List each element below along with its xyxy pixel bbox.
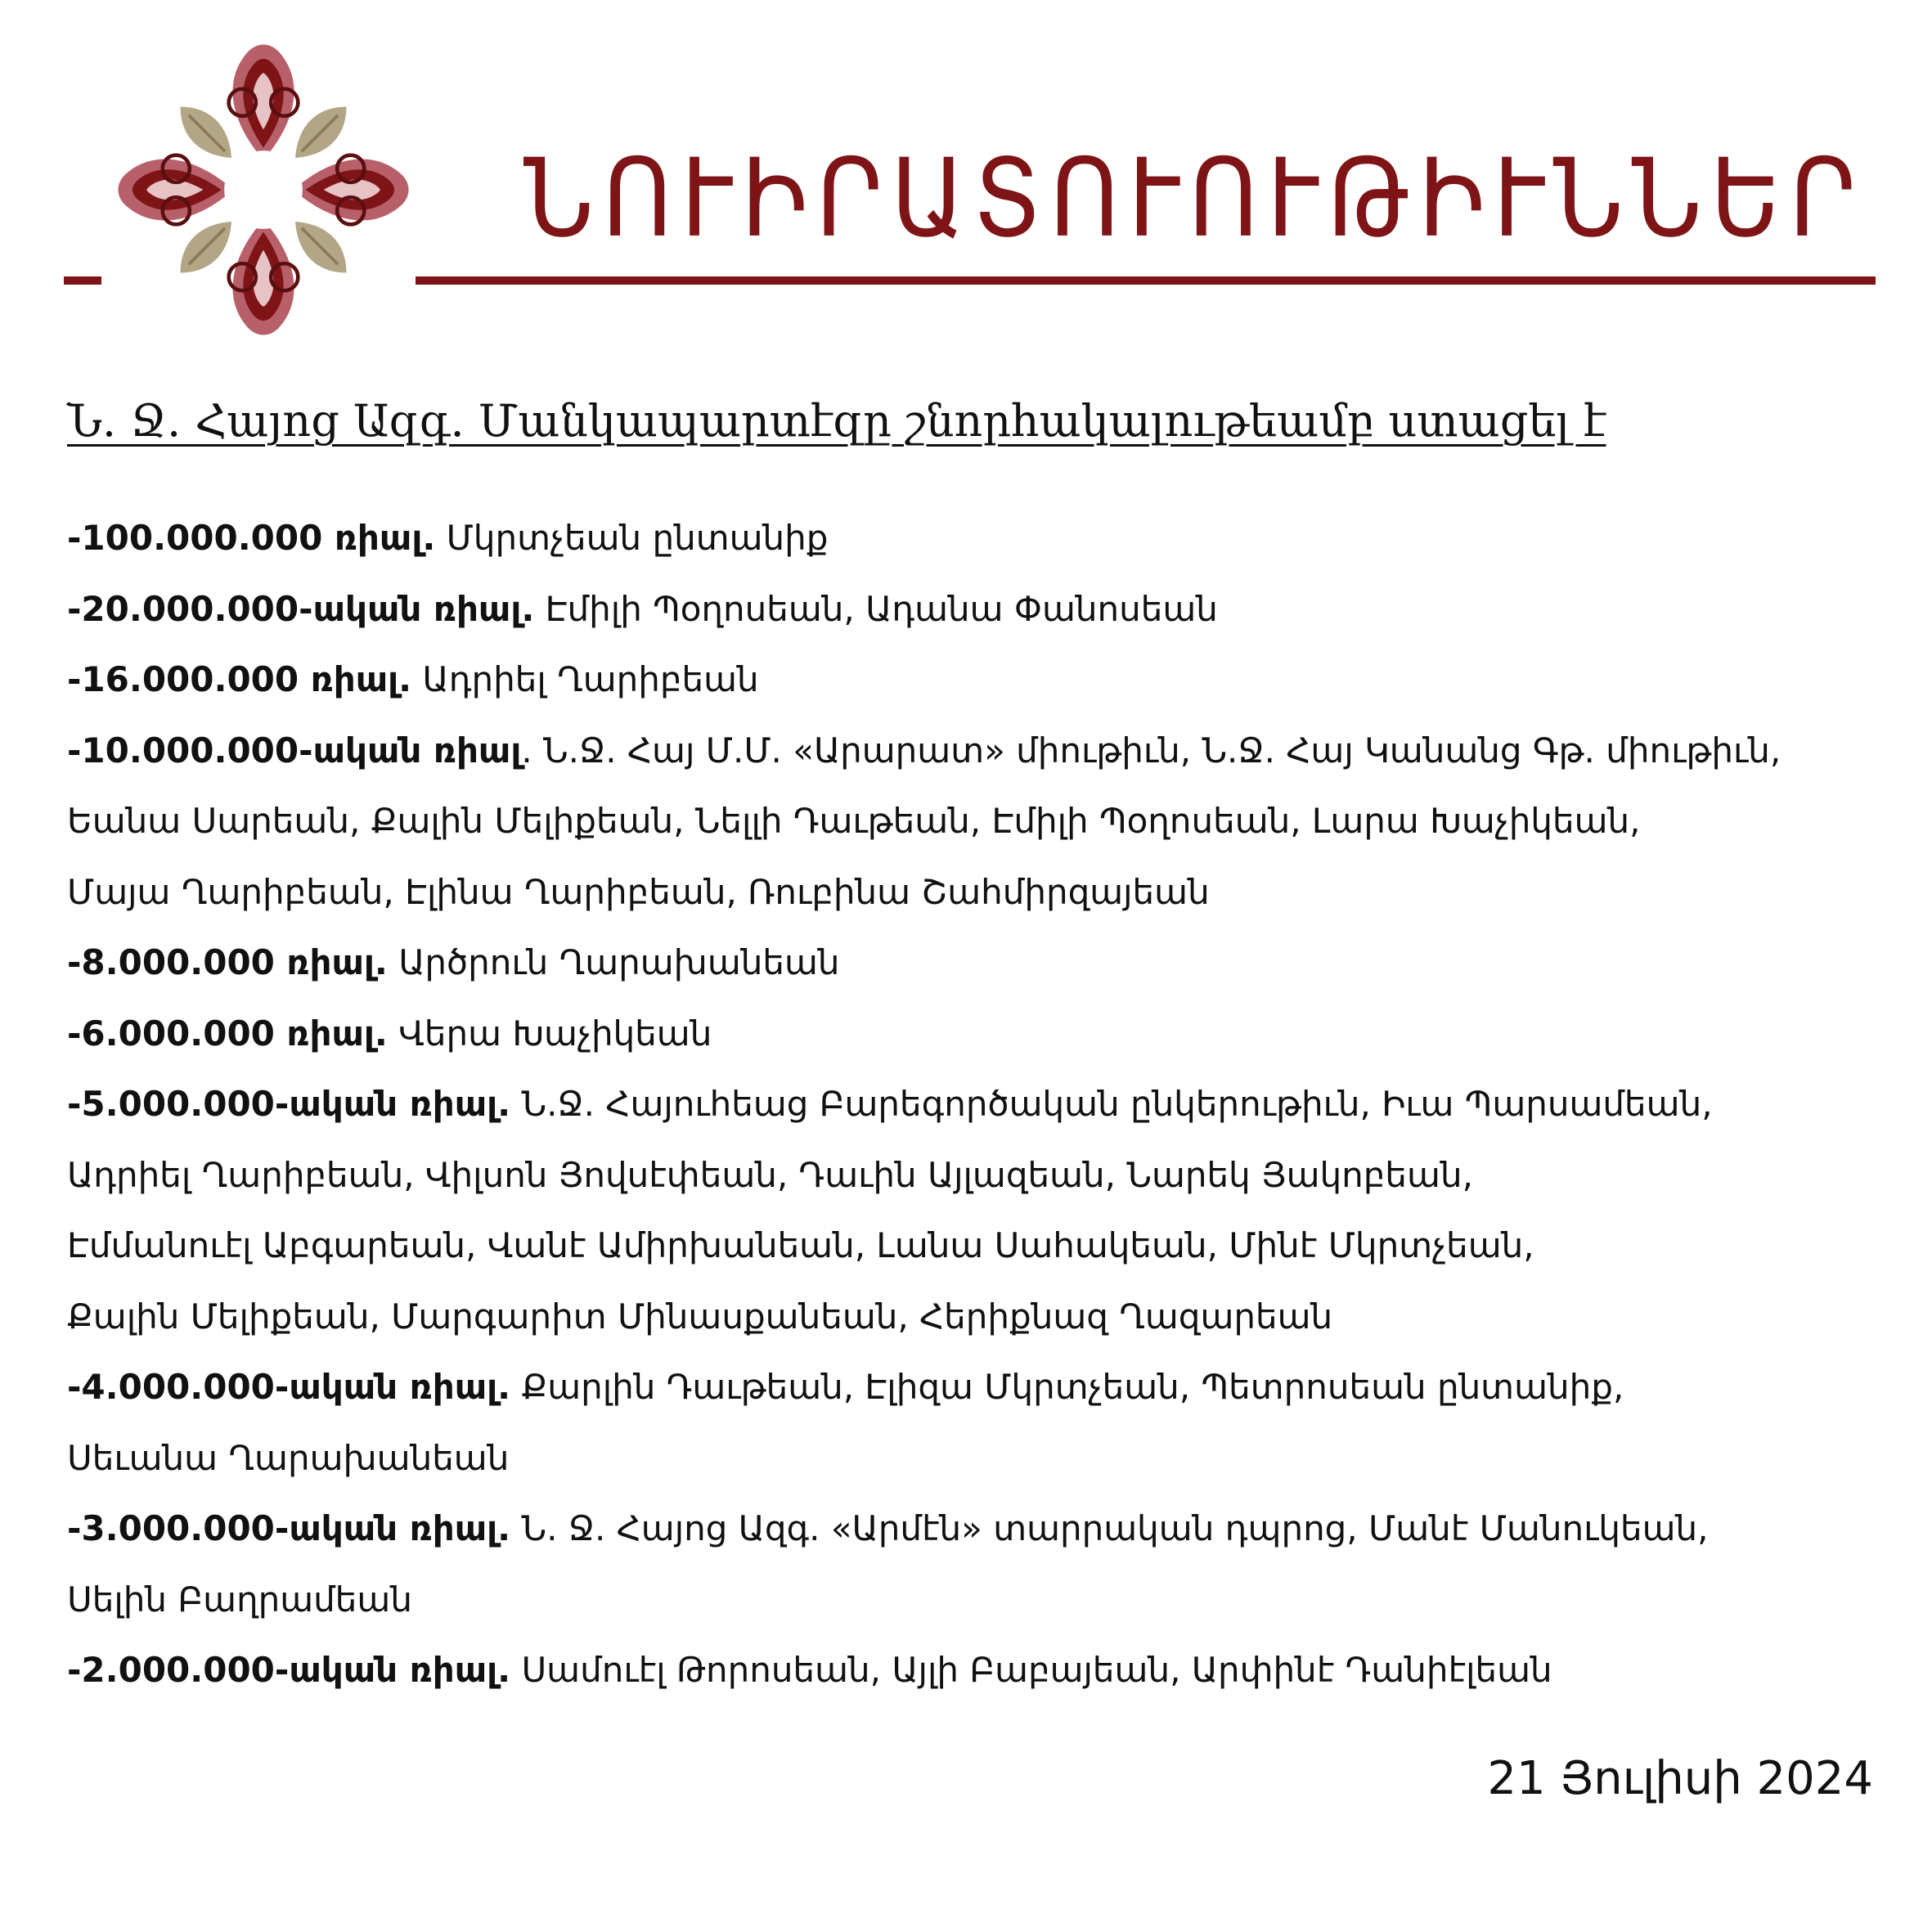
donation-amount: -10.000.000-ական ռիալ <box>67 730 522 771</box>
page-title: ՆՈՒԻՐԱՏՈՒՈՒԹԻՒՆՆԵՐ <box>523 134 1865 262</box>
subtitle-heading: Ն. Ջ. Հայոց Ազգ. Մանկապարտէզը շնորհակալութեամբ ստացել է <box>67 395 1606 447</box>
donation-line <box>67 1635 1875 1706</box>
donor-names: Ն. Ջ. Հայոց Ազգ. «Արմէն» տարրական դպրոց, Մանէ Մանուկեան, <box>510 1508 1709 1548</box>
header-divider-left <box>64 276 101 285</box>
donor-names: Արծրուն Ղարախանեան <box>387 942 840 982</box>
donor-names: . Ն.Ջ. Հայ Մ.Մ. «Արարատ» միութիւն, Ն.Ջ. Հայ Կանանց Գթ. միութիւն, <box>521 730 1781 771</box>
donation-line-continued <box>67 1423 1875 1494</box>
donor-names: Ադրիել Ղարիբեան <box>411 659 759 699</box>
ornament-logo <box>113 39 414 340</box>
donation-amount: -16.000.000 ռիալ. <box>67 659 412 699</box>
donor-names: Սելին Բաղրամեան <box>67 1579 412 1620</box>
donor-names: Ադրիել Ղարիբեան, Վիլսոն Յովսէփեան, Դաւին Այլազեան, Նարեկ Յակոբեան, <box>67 1154 1473 1195</box>
donation-amount: -2.000.000-ական ռիալ. <box>67 1650 511 1690</box>
donation-line <box>67 999 1875 1070</box>
header-divider-right <box>416 276 1876 285</box>
donation-amount: -8.000.000 ռիալ. <box>67 942 388 982</box>
donor-names: Սեւանա Ղարախանեան <box>67 1437 510 1478</box>
donation-line-continued <box>67 786 1875 857</box>
donor-names: Քալին Մելիքեան, Մարգարիտ Մինասքանեան, Հերիքնազ Ղազարեան <box>67 1296 1333 1337</box>
donation-line-continued <box>67 1140 1875 1211</box>
donation-line <box>67 1352 1875 1423</box>
donor-names: Էմմանուէլ Աբգարեան, Վանէ Ամիրխանեան, Լանա Սահակեան, Մինէ Մկրտչեան, <box>67 1225 1534 1265</box>
donations-list <box>67 503 1875 1706</box>
donation-amount: -6.000.000 ռիալ. <box>67 1013 388 1054</box>
donation-amount: -100.000.000 ռիալ. <box>67 518 436 558</box>
donation-line-continued <box>67 857 1875 928</box>
publication-date: 21 Յուլիսի 2024 <box>1487 1752 1873 1805</box>
donation-line <box>67 928 1875 999</box>
donation-line <box>67 716 1875 787</box>
donation-line <box>67 574 1875 645</box>
donor-names: Ն.Ջ. Հայուհեաց Բարեգործական ընկերութիւն, Իւա Պարսամեան, <box>510 1084 1713 1124</box>
donor-names: Էմիլի Պօղոսեան, Ադանա Փանոսեան <box>534 588 1218 629</box>
donation-line <box>67 1494 1875 1565</box>
donation-amount: -20.000.000-ական ռիալ. <box>67 588 535 629</box>
donor-names: Մայա Ղարիբեան, Էլինա Ղարիբեան, Ռուբինա Շահմիրզայեան <box>67 871 1210 912</box>
donor-names: Քարլին Դաւթեան, Էլիզա Մկրտչեան, Պետրոսեան ընտանիք, <box>510 1367 1624 1407</box>
donation-amount: -4.000.000-ական ռիալ. <box>67 1367 511 1407</box>
donation-line <box>67 503 1875 574</box>
donor-names: Վերա Խաչիկեան <box>387 1013 712 1054</box>
donor-names: Մկրտչեան ընտանիք <box>435 518 829 558</box>
donation-line <box>67 645 1875 716</box>
donation-amount: -3.000.000-ական ռիալ. <box>67 1508 511 1548</box>
donation-amount: -5.000.000-ական ռիալ. <box>67 1084 511 1124</box>
donor-names: Սամուէլ Թորոսեան, Այլի Բաբայեան, Արփինէ Դանիէլեան <box>510 1650 1552 1690</box>
donation-line <box>67 1069 1875 1140</box>
donation-line-continued <box>67 1282 1875 1353</box>
donation-line-continued <box>67 1211 1875 1282</box>
donation-line-continued <box>67 1565 1875 1636</box>
donor-names: Եանա Սարեան, Քալին Մելիքեան, Նելլի Դաւթեան, Էմիլի Պօղոսեան, Լարա Խաչիկեան, <box>67 801 1641 841</box>
